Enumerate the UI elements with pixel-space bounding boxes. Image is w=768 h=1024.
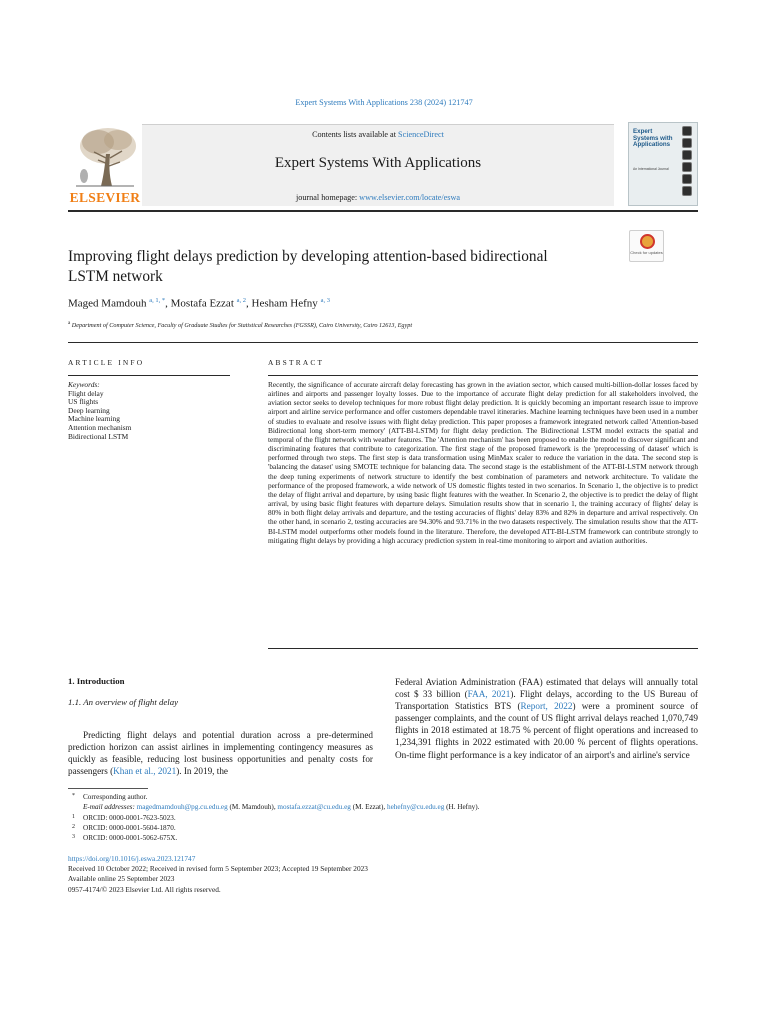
journal-cover-thumbnail[interactable] [628,122,698,206]
email-link[interactable]: mostafa.ezzat@cu.edu.eg [277,803,351,812]
footnote-mark: 3 [72,834,75,841]
check-for-updates-button[interactable] [629,230,664,262]
author-list: Maged Mamdouh $^{a, 1, *}$, Mostafa Ezzat $^{a, 2}$, Hesham Hefny $^{a, 3}$ [68,297,330,310]
email-link[interactable]: hehefny@cu.edu.eg [387,803,445,812]
author-marks[interactable]: a, 1, * [149,297,166,304]
author-name[interactable]: Maged Mamdouh [68,297,147,310]
keyword-item: Deep learning [68,405,110,415]
body-right-column [395,676,698,761]
affiliation-divider [68,342,698,343]
publication-dates: Received 10 October 2022; Received in revised form 5 September 2023; Accepted 19 September 2023 [68,864,368,874]
orcid-text: ORCID: 0000-0001-5062-675X. [83,834,178,843]
author-marks[interactable]: a, 2 [236,297,247,304]
email-link[interactable]: magedmamdouh@pg.cu.edu.eg [136,803,228,812]
keyword-item: Flight delay [68,388,104,398]
homepage-line [142,193,614,202]
cover-tiles [674,126,694,198]
citation-link[interactable]: Report, 2022 [520,701,573,712]
para-text: ). In 2019, the [176,766,228,777]
contents-line [142,130,614,139]
sciencedirect-link[interactable]: ScienceDirect [398,130,444,139]
crossmark-label: Check for updates [630,250,663,255]
cover-title: Expert Systems with Applications [633,128,673,149]
email-label: E-mail addresses: [83,803,135,812]
footnote-mark: 2 [72,823,75,830]
citation-link[interactable]: FAA, 2021 [467,689,511,700]
abstract-bottom-divider [268,648,698,649]
para-text: Predicting flight delays and potential duration across a pre-determined prediction horizon can assist airlines in implementing contingency measures as quickly as feasible, reducing lost business opportunities and penalty costs for passengers ( [68,730,373,777]
intro-paragraph [68,729,373,777]
journal-homepage-link[interactable]: www.elsevier.com/locate/eswa [359,193,461,202]
elsevier-tree-icon [68,124,142,190]
section-heading: 1. Introduction [68,676,125,686]
online-date: Available online 25 September 2023 [68,874,175,884]
footnote-mark: 1 [72,813,75,820]
affiliation-text: Department of Computer Science, Faculty of Graduate Studies for Statistical Researches (FGSSR), Cairo University, Cairo 12613, Egypt [71,322,413,330]
running-head-link[interactable]: Expert Systems With Applications 238 (2024) 121747 [295,98,473,107]
corresponding-author-note [68,792,698,802]
email-addresses [68,802,698,812]
para-text: Federal Aviation Administration (FAA) estimated that delays will annually total cost $ 33 billion ( [395,677,698,700]
homepage-prefix: journal homepage: [295,193,360,202]
cover-tile [682,174,692,184]
contents-prefix: Contents lists available at [312,130,399,139]
abstract-divider [268,375,698,376]
keyword-item: Attention mechanism [68,422,132,432]
abstract-text: Recently, the significance of accurate aircraft delay forecasting has grown in the aviation sector, which caused multi-billion-dollar losses faced by airlines and airports and passenger loyalty losses. Due to the importance of accurate flight delay prediction for all stakeholders involved, the aviation sector seeks to develop techniques for more robust flight delay prediction. It is quickly becoming an important research issue to improve airport and airline service performance and offer customers dependable travel itineraries. Machine learning techniques have been used in a number of studies to evaluate and resolve issues with flight delay prediction. This paper proposes a framework integrated network called 'Attention-based Bidirectional long short-term memory' (ATT-BI-LSTM) for flight delay prediction. The Bidirectional LSTM model extracts the spatial and temporal of the flight network with weather features. The 'Attention mechanism' has been proposed to enable the model to discover significant and discriminating features that contribute to categorization. The first stage of the proposed framework is the 'preprocessing of dataset' which is performed through two steps. The first step is data transformation using MinMax scaler to reduce the variation in the data. The second step is 'balancing the dataset' using SMOTE technique for balancing data. The second stage is the establishment of the ATT-BI-LSTM network through the deep tuning experiments of network structure to identify the best combination of parameters and network architecture. To validate the performance of the proposed framework, a wide network of US domestic flights tested in two scenarios. In Scenario 1, the objective is to predict the delay of flight arrival and departure, by using basic flight features with the weather. In Scenario 2, the objective is to predict the delay of flight arrival, by using basic flight features with departure delays. Simulation results show that in scenario 1, the training accuracy of flights' delay is 80% in both flight delay arrivals and departure, and the testing accuracies of flights' delay 83% and 82% in departure and arrival respectively. On the other hand, in scenario 2, testing accuracies are 94.30% and 93.71% in the two datasets respectively. The simulation results show that the ATT-BI-LSTM model outperforms other models found in the literature. Therefore, the developed ATT-BI-LSTM framework can contribute strongly to mitigating flight delays by providing a high accuracy prediction system in real-time monitoring to airport and aviation authorities. [268,380,698,545]
email-owner: (H. Hefny). [446,803,480,812]
cover-tile [682,138,692,148]
elsevier-wordmark: ELSEVIER [69,190,141,205]
masthead-divider [68,210,698,212]
abstract-heading: ABSTRACT [268,358,325,367]
para-text: ). Flight delays, according to the US Bureau of Transportation Statistics BTS ( [395,689,698,712]
cover-subtitle: An International Journal [633,167,669,171]
orcid-note [68,833,698,843]
citation-link[interactable]: Khan et al., 2021 [113,766,177,777]
para-text: ) were a prominent source of passenger complaints, and the count of US flight arrival delays reached 1,070,749 flights in 2018 estimated at 18.75 % percent of flight operations and increased to 1,234,391 flights in 2022 estimated with 20.00 % percent of flights operations. On-time flight performance is a key indicator of an airport's and airline's service [395,701,698,760]
cover-tile [682,186,692,196]
article-info-divider [68,375,230,376]
author-name[interactable]: Hesham Hefny [251,297,318,310]
article-title: Improving flight delays prediction by developing attention-based bidirectional LSTM network [68,248,548,285]
cover-tile [682,126,692,136]
keywords-label: Keywords: [68,380,100,389]
email-owner: (M. Mamdouh), [229,803,276,812]
affiliation [68,321,412,329]
cover-tile [682,162,692,172]
journal-masthead [68,124,698,206]
subsection-heading: 1.1. An overview of flight delay [68,697,179,708]
keywords-block [68,381,228,441]
footnote-mark: * [72,793,75,799]
crossmark-icon [640,234,655,249]
article-info-heading: ARTICLE INFO [68,358,145,367]
elsevier-logo[interactable] [68,124,142,206]
keyword-item: US flights [68,397,99,407]
orcid-text: ORCID: 0000-0001-7623-5023. [83,813,176,822]
keyword-item: Bidirectional LSTM [68,431,129,441]
cover-tile [682,150,692,160]
copyright: 0957-4174/© 2023 Elsevier Ltd. All rights reserved. [68,884,221,894]
affiliation-mark: a [68,321,71,326]
footnote-text: Corresponding author. [83,793,148,801]
body-left-column [68,675,373,778]
orcid-note [68,813,698,823]
author-name[interactable]: Mostafa Ezzat [170,297,234,310]
author-marks[interactable]: a, 3 [320,297,330,304]
running-head [0,98,768,107]
journal-band [142,124,614,206]
footnote-divider [68,788,148,789]
orcid-note [68,823,698,833]
doi-link[interactable]: https://doi.org/10.1016/j.eswa.2023.121747 [68,854,196,863]
publication-info [68,854,698,895]
journal-title: Expert Systems With Applications [274,155,482,171]
footnotes [68,792,698,843]
keyword-item: Machine learning [68,414,120,424]
email-owner: (M. Ezzat), [352,803,386,812]
orcid-text: ORCID: 0000-0001-5604-1870. [83,823,176,832]
